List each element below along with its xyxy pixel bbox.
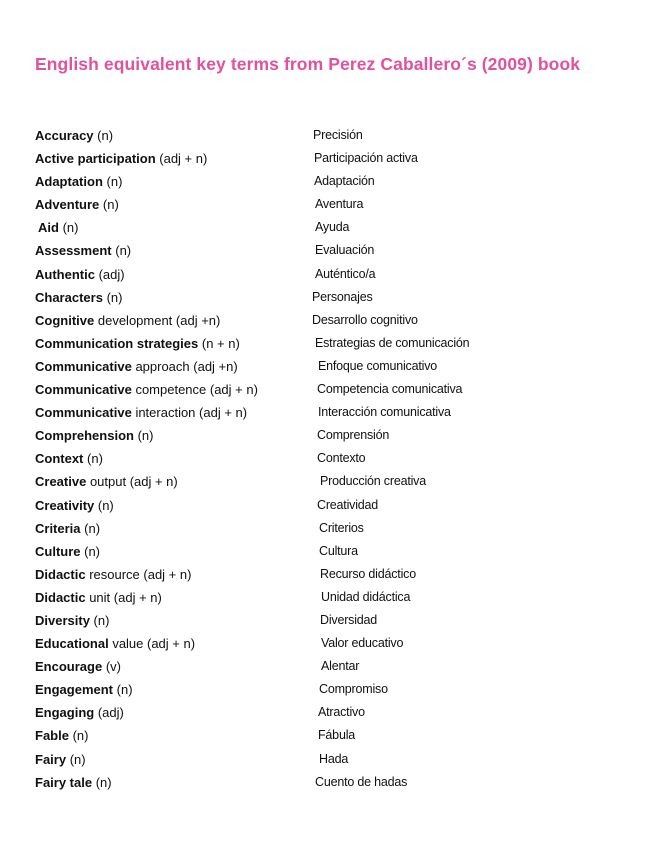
term-word: Adventure xyxy=(35,197,100,213)
term-word: Communicative xyxy=(35,382,132,398)
spanish-translation: Estrategias de comunicación xyxy=(315,335,470,350)
english-term xyxy=(35,563,191,586)
term-word: Diversity xyxy=(35,612,90,628)
english-term xyxy=(35,401,247,424)
spanish-translation: Adaptación xyxy=(314,174,375,189)
glossary-row xyxy=(35,748,635,771)
spanish-translation: Enfoque comunicativo xyxy=(318,358,437,373)
glossary-row xyxy=(35,678,635,701)
glossary-row xyxy=(35,494,635,517)
term-word: Didactic xyxy=(35,566,86,582)
glossary-row xyxy=(35,309,635,332)
glossary-row xyxy=(35,286,635,309)
term-part-of-speech: approach (adj +n) xyxy=(135,358,238,374)
spanish-translation: Aventura xyxy=(315,197,364,212)
english-term xyxy=(35,309,220,332)
glossary-row xyxy=(35,470,635,493)
english-term xyxy=(35,655,121,678)
spanish-translation: Desarrollo cognitivo xyxy=(312,312,418,327)
english-term xyxy=(35,147,207,170)
english-term xyxy=(35,470,178,493)
term-word: Comprehension xyxy=(35,428,134,444)
glossary-row xyxy=(35,517,635,540)
glossary-row xyxy=(35,724,635,747)
spanish-translation: Cuento de hadas xyxy=(315,774,408,789)
english-term xyxy=(35,540,100,563)
spanish-translation: Diversidad xyxy=(320,612,378,627)
english-term xyxy=(35,447,103,470)
term-word: Didactic xyxy=(35,589,86,605)
english-term xyxy=(35,239,131,262)
english-term xyxy=(35,586,162,609)
term-word: Fairy xyxy=(35,751,67,767)
term-word: Communication strategies xyxy=(35,335,199,351)
spanish-translation: Fábula xyxy=(318,728,356,743)
term-word: Aid xyxy=(38,220,59,236)
term-part-of-speech: competence (adj + n) xyxy=(135,382,258,398)
term-part-of-speech: (n) xyxy=(116,682,133,698)
term-part-of-speech: (n) xyxy=(97,497,114,513)
term-part-of-speech: development (adj +n) xyxy=(97,312,221,328)
glossary-row xyxy=(35,378,635,401)
spanish-translation: Hada xyxy=(319,751,349,766)
english-term xyxy=(35,701,124,724)
english-term xyxy=(35,609,109,632)
english-term xyxy=(35,355,238,378)
glossary-row xyxy=(35,355,635,378)
english-term xyxy=(35,678,133,701)
term-part-of-speech: (n) xyxy=(137,428,154,444)
term-word: Creative xyxy=(35,474,87,490)
term-part-of-speech: (adj + n) xyxy=(159,151,208,167)
term-word: Context xyxy=(35,451,84,467)
english-term xyxy=(35,193,119,216)
term-word: Communicative xyxy=(35,358,132,374)
glossary-list xyxy=(35,124,635,794)
glossary-row xyxy=(35,332,635,355)
glossary-row xyxy=(35,771,635,794)
term-part-of-speech: output (adj + n) xyxy=(89,474,178,490)
english-term xyxy=(35,424,153,447)
spanish-translation: Criterios xyxy=(319,520,364,535)
english-term xyxy=(35,263,125,286)
english-term xyxy=(35,124,113,147)
term-part-of-speech: (n) xyxy=(115,243,132,259)
term-part-of-speech: (n) xyxy=(72,728,89,744)
glossary-row xyxy=(35,239,635,262)
english-term xyxy=(35,378,258,401)
term-word: Engagement xyxy=(35,682,114,698)
glossary-row xyxy=(35,447,635,470)
term-word: Communicative xyxy=(35,405,132,421)
term-word: Fable xyxy=(35,728,69,744)
term-word: Educational xyxy=(35,636,109,652)
spanish-translation: Auténtico/a xyxy=(315,266,376,281)
term-word: Encourage xyxy=(35,659,103,675)
english-term xyxy=(35,771,112,794)
english-term xyxy=(35,724,88,747)
glossary-row xyxy=(35,540,635,563)
term-part-of-speech: (adj) xyxy=(98,266,125,282)
glossary-row xyxy=(35,170,635,193)
spanish-translation: Competencia comunicativa xyxy=(317,382,463,397)
term-part-of-speech: (n) xyxy=(102,197,119,213)
term-word: Engaging xyxy=(35,705,95,721)
term-part-of-speech: (adj) xyxy=(97,705,124,721)
spanish-translation: Unidad didáctica xyxy=(321,589,411,604)
glossary-row xyxy=(35,216,635,239)
spanish-translation: Contexto xyxy=(317,451,366,466)
glossary-row xyxy=(35,401,635,424)
english-term xyxy=(35,494,114,517)
spanish-translation: Evaluación xyxy=(315,243,375,258)
spanish-translation: Personajes xyxy=(312,289,373,304)
spanish-translation: Creatividad xyxy=(317,497,379,512)
term-part-of-speech: interaction (adj + n) xyxy=(135,405,248,421)
glossary-row xyxy=(35,124,635,147)
glossary-row xyxy=(35,424,635,447)
spanish-translation: Recurso didáctico xyxy=(320,566,416,581)
glossary-row xyxy=(35,701,635,724)
term-part-of-speech: (n) xyxy=(93,612,110,628)
spanish-translation: Valor educativo xyxy=(321,636,404,651)
term-part-of-speech: value (adj + n) xyxy=(112,636,196,652)
spanish-translation: Ayuda xyxy=(315,220,350,235)
english-term xyxy=(35,748,86,771)
english-term xyxy=(35,286,122,309)
spanish-translation: Interacción comunicativa xyxy=(318,405,451,420)
term-part-of-speech: (n) xyxy=(106,174,123,190)
spanish-translation: Precisión xyxy=(313,128,363,142)
term-part-of-speech: (n) xyxy=(87,451,103,467)
term-word: Culture xyxy=(35,543,81,559)
term-word: Criteria xyxy=(35,520,81,536)
term-part-of-speech: (n) xyxy=(69,751,86,767)
term-word: Adaptation xyxy=(35,174,103,190)
english-term xyxy=(38,216,78,239)
glossary-row xyxy=(35,586,635,609)
term-word: Authentic xyxy=(35,266,95,282)
document-title: English equivalent key terms from Perez Caballero´s (2009) book xyxy=(35,54,581,74)
glossary-row xyxy=(35,632,635,655)
spanish-translation: Participación activa xyxy=(314,151,418,166)
term-word: Cognitive xyxy=(35,312,95,328)
term-word: Fairy tale xyxy=(35,774,93,790)
term-part-of-speech: unit (adj + n) xyxy=(89,589,162,605)
term-part-of-speech: (v) xyxy=(105,659,121,675)
term-word: Characters xyxy=(35,289,103,305)
term-word: Active participation xyxy=(35,151,156,167)
term-part-of-speech: (n) xyxy=(95,774,112,790)
glossary-row xyxy=(35,193,635,216)
spanish-translation: Cultura xyxy=(319,543,358,558)
term-word: Creativity xyxy=(35,497,95,513)
term-part-of-speech: (n) xyxy=(84,520,101,536)
term-part-of-speech: (n) xyxy=(84,543,101,559)
term-word: Accuracy xyxy=(35,128,94,143)
glossary-row xyxy=(35,263,635,286)
spanish-translation: Comprensión xyxy=(317,428,390,443)
glossary-row xyxy=(35,655,635,678)
spanish-translation: Compromiso xyxy=(319,682,388,697)
english-term xyxy=(35,632,195,655)
glossary-row xyxy=(35,609,635,632)
spanish-translation: Producción creativa xyxy=(320,474,426,489)
english-term xyxy=(35,332,240,355)
term-part-of-speech: (n) xyxy=(62,220,79,236)
term-word: Assessment xyxy=(35,243,112,259)
spanish-translation: Atractivo xyxy=(318,705,365,720)
english-term xyxy=(35,170,122,193)
term-part-of-speech: (n) xyxy=(97,128,114,143)
english-term xyxy=(35,517,100,540)
term-part-of-speech: (n) xyxy=(106,289,123,305)
spanish-translation: Alentar xyxy=(321,659,360,674)
glossary-row xyxy=(35,563,635,586)
glossary-row xyxy=(35,147,635,170)
term-part-of-speech: resource (adj + n) xyxy=(89,566,192,582)
term-part-of-speech: (n + n) xyxy=(201,335,240,351)
